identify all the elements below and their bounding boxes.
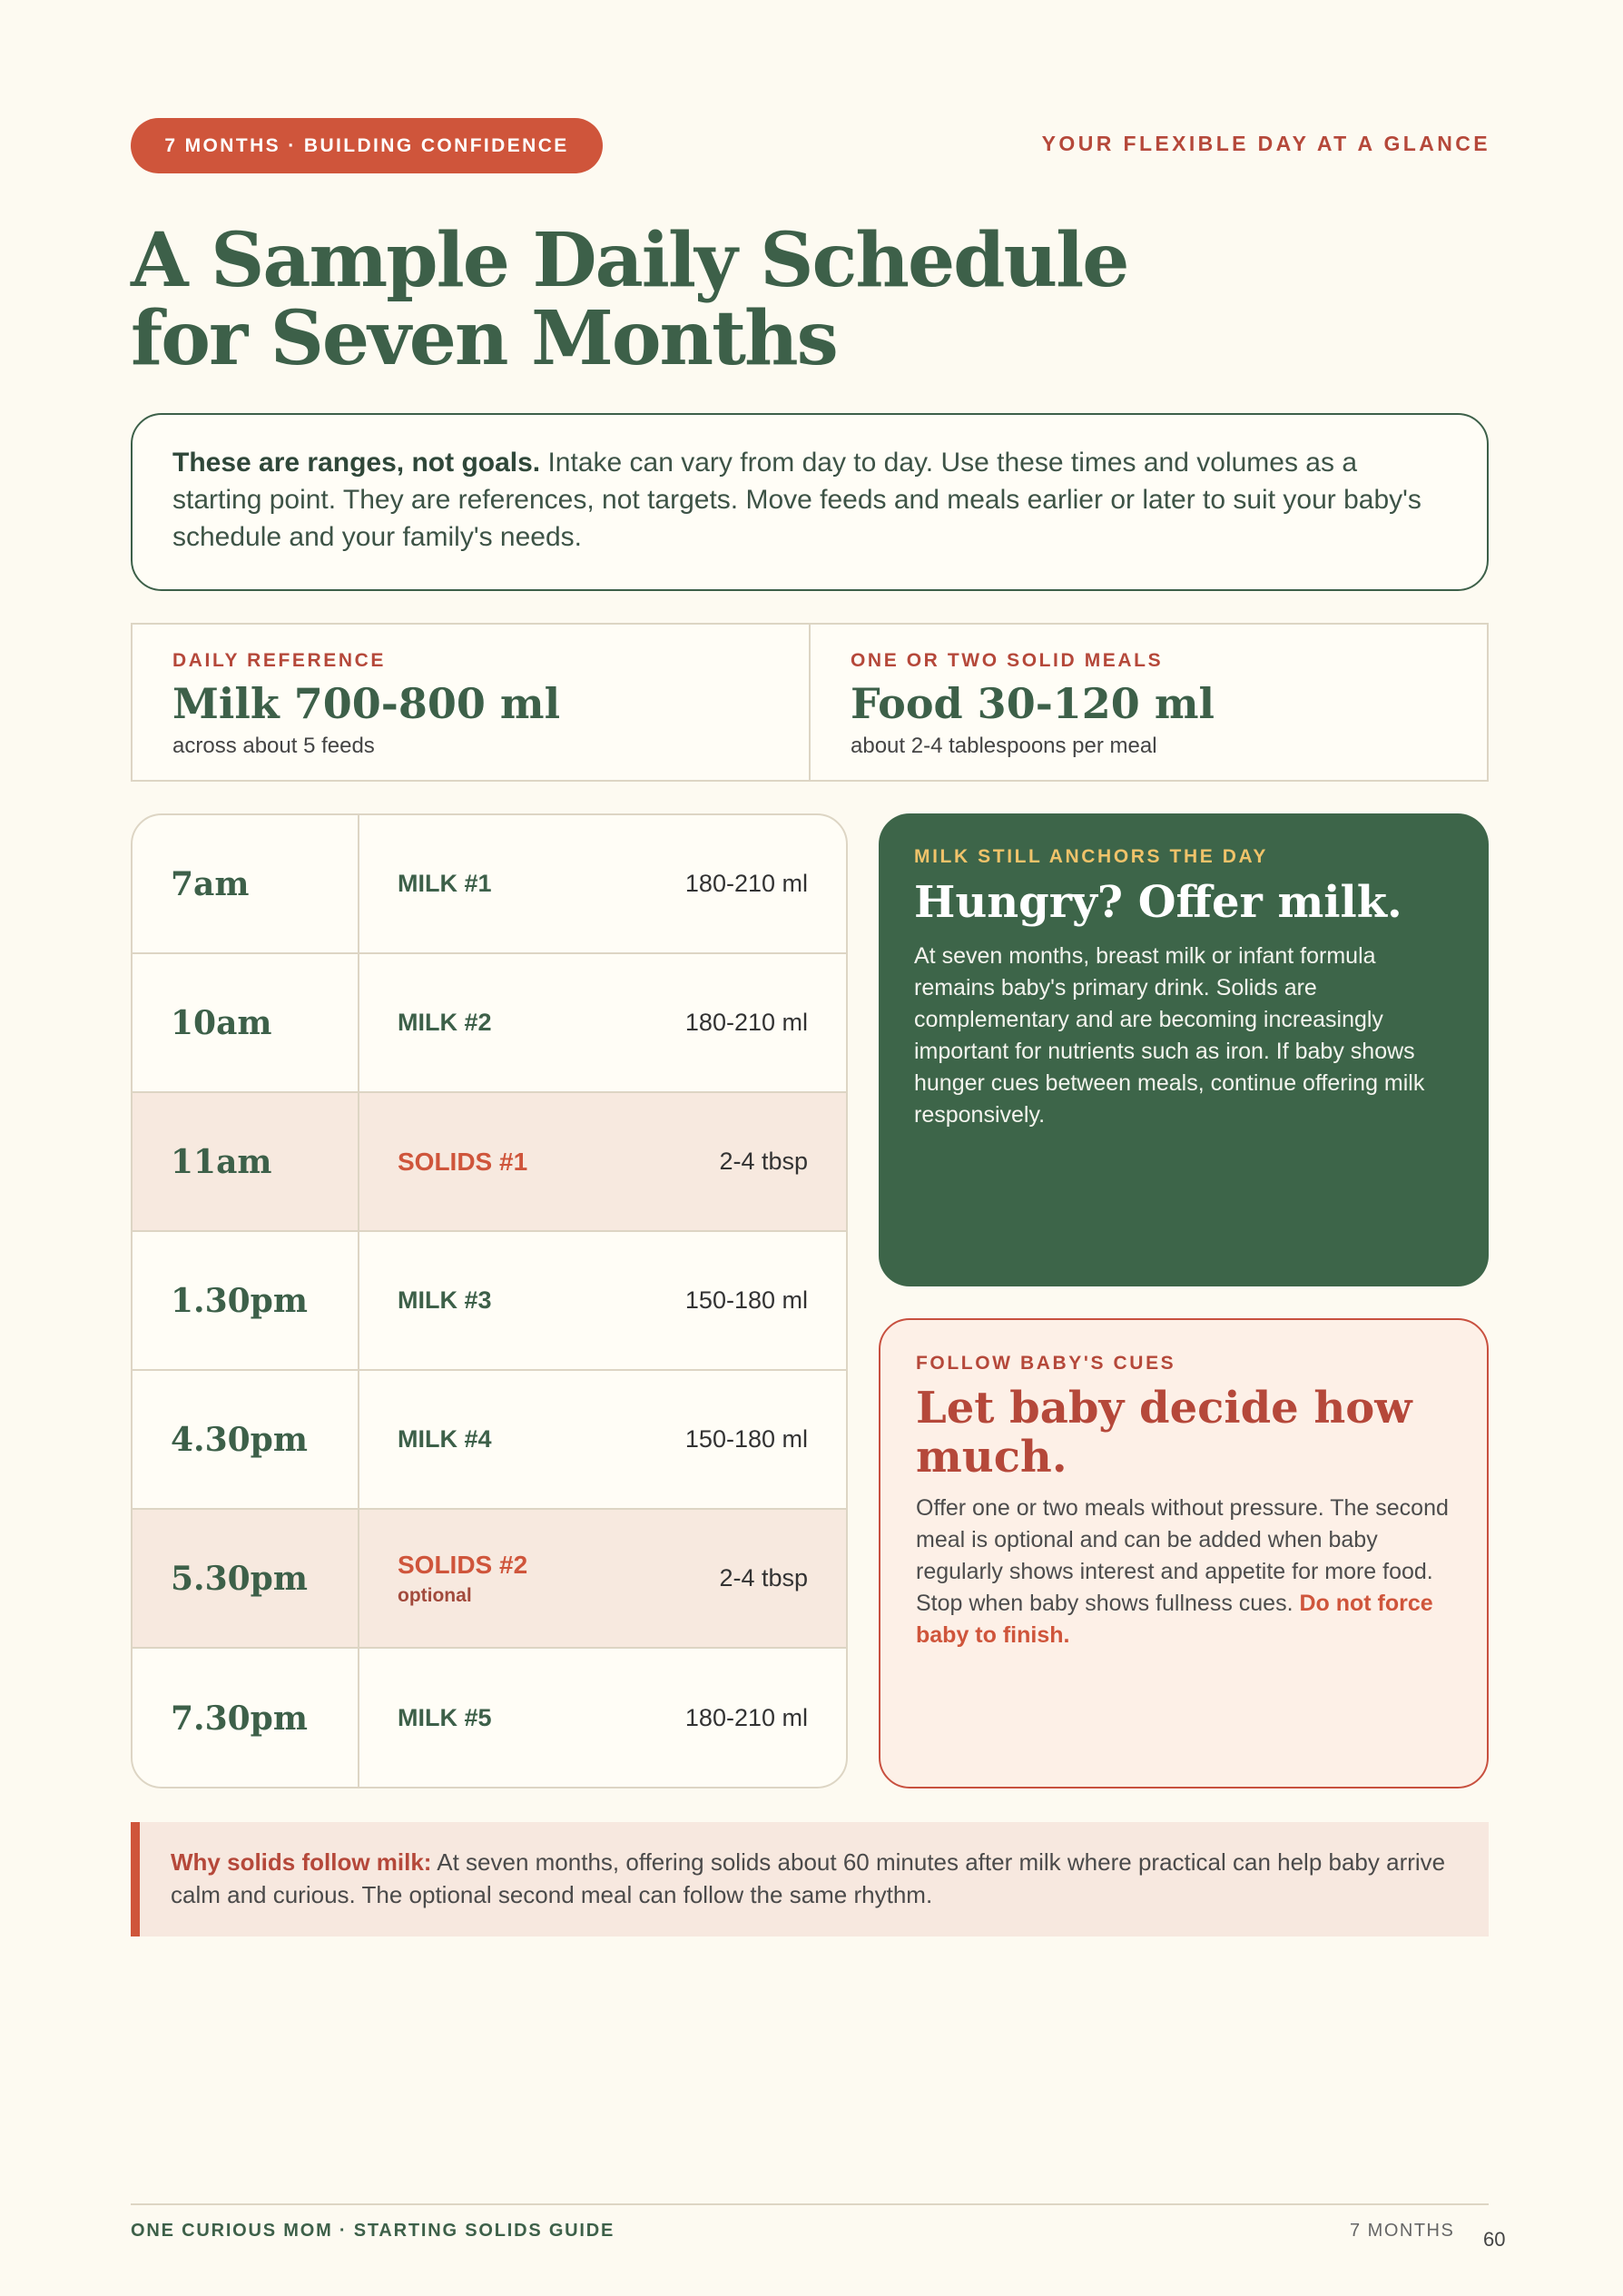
intro-note <box>131 413 1489 591</box>
row-time: 11am <box>133 1093 359 1230</box>
feed-label: MILK #1 <box>398 870 492 897</box>
feed-amount: 150-180 ml <box>684 1425 808 1453</box>
stat-subtext: across about 5 feeds <box>172 734 375 758</box>
row-feed <box>359 1232 846 1369</box>
schedule-row-solids <box>133 1510 846 1649</box>
schedule-row <box>133 815 846 954</box>
stats-panel <box>131 623 1489 782</box>
row-time: 7am <box>133 815 359 952</box>
row-feed <box>359 954 846 1091</box>
milk-card-kicker: MILK STILL ANCHORS THE DAY <box>914 846 1269 867</box>
milk-card <box>879 813 1489 1286</box>
row-time: 5.30pm <box>133 1510 359 1647</box>
schedule-row <box>133 1371 846 1510</box>
callout-text: At seven months, offering solids about 60 minutes after milk where practical can help baby arrive calm and curious. The optional second meal can follow the same rhythm. <box>171 1848 1446 1908</box>
feed-amount: 180-210 ml <box>684 1009 808 1036</box>
title-line-1: A Sample Daily Schedule <box>131 217 1128 304</box>
cues-card-heading: Let baby decide how much. <box>916 1383 1412 1483</box>
stat-value: Food 30-120 ml <box>851 679 1215 728</box>
page-number: 60 <box>1483 2228 1506 2251</box>
row-feed <box>359 1510 846 1647</box>
cues-card-kicker: FOLLOW BABY'S CUES <box>916 1353 1176 1374</box>
intro-note-text: Intake can vary from day to day. Use these times and volumes as a starting point. They are references, not targets. Move feeds and meals earlier or later to suit your baby's schedule and your family's needs. <box>172 448 1421 552</box>
row-time: 4.30pm <box>133 1371 359 1508</box>
row-time: 7.30pm <box>133 1649 359 1788</box>
feed-amount: 2-4 tbsp <box>719 1564 808 1591</box>
row-feed <box>359 1371 846 1508</box>
feed-label: SOLIDS #1 <box>398 1147 528 1176</box>
feed-label: MILK #3 <box>398 1286 492 1314</box>
stat-food <box>809 625 1487 780</box>
stat-milk <box>133 625 809 780</box>
row-feed <box>359 1649 846 1788</box>
schedule-row <box>133 1649 846 1788</box>
feed-optional-note: optional <box>398 1584 472 1606</box>
feed-amount: 2-4 tbsp <box>719 1148 808 1175</box>
why-callout <box>131 1822 1489 1936</box>
section-badge: 7 MONTHS · BUILDING CONFIDENCE <box>131 118 603 173</box>
row-time: 1.30pm <box>133 1232 359 1369</box>
feed-amount: 180-210 ml <box>684 1704 808 1731</box>
footer-guide-title: ONE CURIOUS MOM · STARTING SOLIDS GUIDE <box>131 2221 615 2241</box>
callout-bold: Why solids follow milk: <box>171 1848 432 1876</box>
title-line-2: for Seven Months <box>131 295 837 382</box>
row-feed <box>359 815 846 952</box>
feed-amount: 180-210 ml <box>684 870 808 897</box>
stat-value: Milk 700-800 ml <box>172 679 561 728</box>
feed-label: SOLIDS #2 <box>398 1550 528 1579</box>
cues-card-emphasis: Do not force baby to finish. <box>916 1591 1433 1648</box>
footer-section: 7 MONTHS <box>1350 2221 1455 2241</box>
schedule-row <box>133 954 846 1093</box>
intro-note-bold: These are ranges, not goals. <box>172 448 541 478</box>
cues-card-text: Offer one or two meals without pressure. The second meal is optional and can be added when baby regularly shows interest and appetite for more food. Stop when baby shows fullness cues. <box>916 1495 1449 1616</box>
feed-label: MILK #4 <box>398 1425 492 1453</box>
feed-label: MILK #2 <box>398 1009 492 1036</box>
page-title <box>131 217 1128 382</box>
feed-label: MILK #5 <box>398 1704 492 1731</box>
row-time: 10am <box>133 954 359 1091</box>
schedule-table <box>131 813 848 1789</box>
milk-card-heading: Hungry? Offer milk. <box>914 877 1402 928</box>
feed-amount: 150-180 ml <box>684 1286 808 1314</box>
row-feed <box>359 1093 846 1230</box>
cues-card-body <box>916 1493 1452 1651</box>
milk-card-body: At seven months, breast milk or infant formula remains baby's primary drink. Solids are complementary and are becoming increasingly important for nutrients such as iron. If baby shows hunger cues between meals, continue offering milk responsively. <box>914 943 1425 1128</box>
schedule-row <box>133 1232 846 1371</box>
cues-card <box>879 1318 1489 1789</box>
stat-kicker: DAILY REFERENCE <box>172 650 387 671</box>
schedule-row-solids <box>133 1093 846 1232</box>
stat-kicker: ONE OR TWO SOLID MEALS <box>851 650 1164 671</box>
footer-divider <box>131 2203 1489 2205</box>
header-kicker: YOUR FLEXIBLE DAY AT A GLANCE <box>1041 132 1490 155</box>
stat-subtext: about 2-4 tablespoons per meal <box>851 734 1157 758</box>
